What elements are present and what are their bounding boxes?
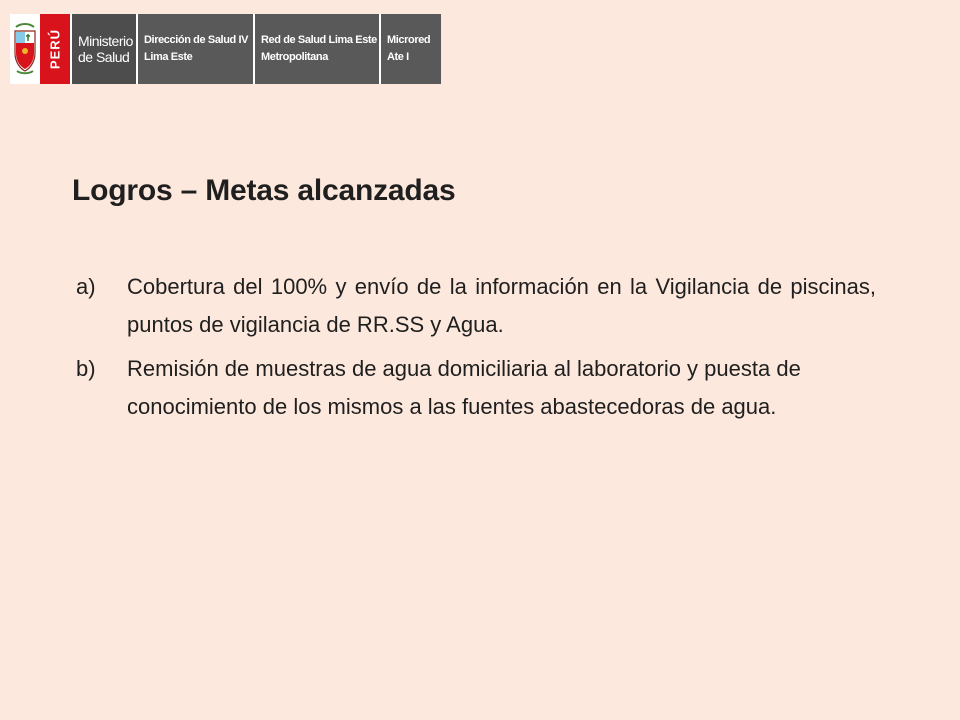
ministerio-line1: Ministerio [78, 33, 133, 49]
red-de-salud-cell [253, 14, 379, 84]
peru-coat-of-arms-icon [10, 14, 40, 84]
microred-line1: Microred [387, 34, 431, 46]
slide-title: Logros – Metas alcanzadas [72, 174, 456, 207]
list-marker: a) [76, 274, 96, 299]
list-item [76, 350, 876, 426]
list-marker: b) [76, 356, 96, 381]
achievements-list [76, 268, 876, 432]
microred-cell [379, 14, 441, 84]
red-line1: Red de Salud Lima Este [261, 34, 377, 46]
microred-line2: Ate I [387, 51, 409, 63]
peru-label [40, 14, 70, 84]
ministerio-de-salud-logo [70, 14, 136, 84]
institutional-banner [10, 14, 441, 84]
list-item-text: Remisión de muestras de agua domiciliaria al laboratorio y puesta de conocimiento de los mismos a las fuentes abastecedoras de agua. [127, 356, 801, 419]
direccion-line2: Lima Este [144, 51, 193, 63]
list-item [76, 268, 876, 344]
direccion-de-salud-cell [136, 14, 253, 84]
ministerio-line2: de Salud [78, 49, 130, 65]
peru-text: PERÚ [47, 28, 63, 70]
list-item-text: Cobertura del 100% y envío de la información en la Vigilancia de piscinas, puntos de vigilancia de RR.SS y Agua. [127, 274, 876, 337]
direccion-line1: Dirección de Salud IV [144, 34, 249, 46]
red-line2: Metropolitana [261, 51, 328, 63]
